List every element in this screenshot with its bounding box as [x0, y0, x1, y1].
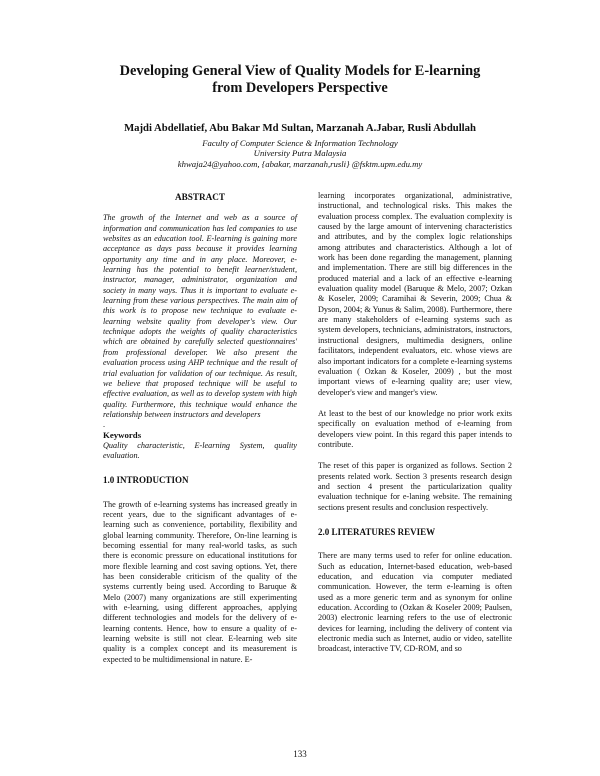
abstract-text: The growth of the Internet and web as a source of information and communication has led companies to use websites as an education tool. E-learning is gaining more acceptance as days pass because it provides learning opportunity any time and in any place. Moreover, e-learning has the potential to benefit learner/student, instructor, manager, administrator, organization and society in many ways. Thus it is important to evaluate e-learning from these various perspectives. The main aim of this work is to propose new technique to evaluate e-learning website quality from developer's view. Our technique adopts the weights of quality characteristics which are obtained by carefully selected questionnaires' from professional developer. We also present the evaluation process using AHP technique and the result of trial evaluation for validation of our technique. As result, we believe that proposed technique will be useful to effective evaluation, as well as to develop system with high quality. Furthermore, this technique would enhance the relationship between instructors and developers [103, 213, 297, 419]
affiliation-faculty: Faculty of Computer Science & Information Technology [202, 138, 398, 148]
literature-review-text: There are many terms used to refer for online education. Such as education, Internet-based education, web-based education, and education via computer mediated communication. However, the term e-learning is often used as a more generic term and as synonym for online education. According to (Ozkan & Koseler 2009; Paulsen, 2003) electronic learning refers to the use of electronic devices for learning, including the delivery of content via electronic media such as Internet, audio or video, satellite broadcast, interactive TV, CD-ROM, and so [318, 551, 512, 654]
left-column [103, 192, 297, 665]
literature-review-heading: 2.0 LITERATURES REVIEW [318, 526, 436, 537]
author-list: Majdi Abdellatief, Abu Bakar Md Sultan, Marzanah A.Jabar, Rusli Abdullah [124, 122, 476, 134]
keywords-text: Quality characteristic, E-learning System, quality evaluation. [103, 440, 297, 460]
affiliation-emails: khwaja24@yahoo.com, {abakar, marzanah,rusli} @fsktm.upm.edu.my [177, 158, 423, 169]
paper-title [0, 63, 600, 97]
abstract-heading: ABSTRACT [174, 192, 226, 202]
page-number: 133 [293, 749, 307, 759]
affiliation-block [0, 138, 600, 169]
title-line-2: from Developers Perspective [212, 80, 388, 96]
abstract-trailing-dot: . [103, 420, 106, 430]
contribution-paragraph: At least to the best of our knowledge no prior work exits specifically on evaluation method of e-learning from developers view point. In this regard this paper intends to contribute. [318, 408, 512, 449]
right-column [318, 191, 512, 655]
intro-continued-paragraph: learning incorporates organizational, administrative, instructional, and technological risks. This makes the evaluation process complex. The evaluation complexity is caused by the large amount of intervening characteristics and attributes, and by the complex logic relationships among attributes and characteristics. Although a lot of work has been done regarding the management, planning and implementation. There are still big differences in the produced material and a lack of an effective e-learning evaluation quality model (Baruque & Melo, 2007; Ozkan & Koseler, 2009; Caramihai & Severin, 2009; Chua & Dyson, 2004; & Yunus & Salim, 2008). Furthermore, there are many stakeholders of e-learning systems such as system developers, technicians, administrators, instructors, instructional designers, multimedia designers, online facilitators, independent evaluators, etc. whose views are also important indicators for a complete e-learning systems evaluation ( Ozkan & Koseler, 2009) , but the most important views of e-learning quality are; user view, developer's view and manger's view. [318, 191, 512, 397]
organization-paragraph: The reset of this paper is organized as follows. Section 2 presents related work. Section 3 presents research design and section 4 present the particularization quality evaluation technique for e-laning website. The remaining sections present results and conclusion respectively. [318, 461, 512, 512]
introduction-heading: 1.0 INTRODUCTION [103, 475, 189, 486]
keywords-heading: Keywords [103, 430, 142, 441]
introduction-text: The growth of e-learning systems has increased greatly in recent years, due to the significant advantages of e-learning such as convenience, portability, flexibility and global learning community. Therefore, On-line learning is becoming essential for many real-world tasks, as such there is economic pressure on educational institutions for more flexible learning and cost saving options. Yet, there has been considerable criticism of the quality of the systems currently being used. According to Baruque & Melo (2007) many organizations are still experimenting with e-learning, using different approaches, applying different technologies and models for the delivery of e-learning contents. Hence, how to ensure a quality of e-learning website is still not clear. E-learning web site quality is a complex concept and its measurement is expected to be multidimensional in nature. E- [103, 499, 297, 664]
title-line-1: Developing General View of Quality Models for E-learning [119, 63, 481, 79]
affiliation-university: University Putra Malaysia [253, 148, 347, 159]
